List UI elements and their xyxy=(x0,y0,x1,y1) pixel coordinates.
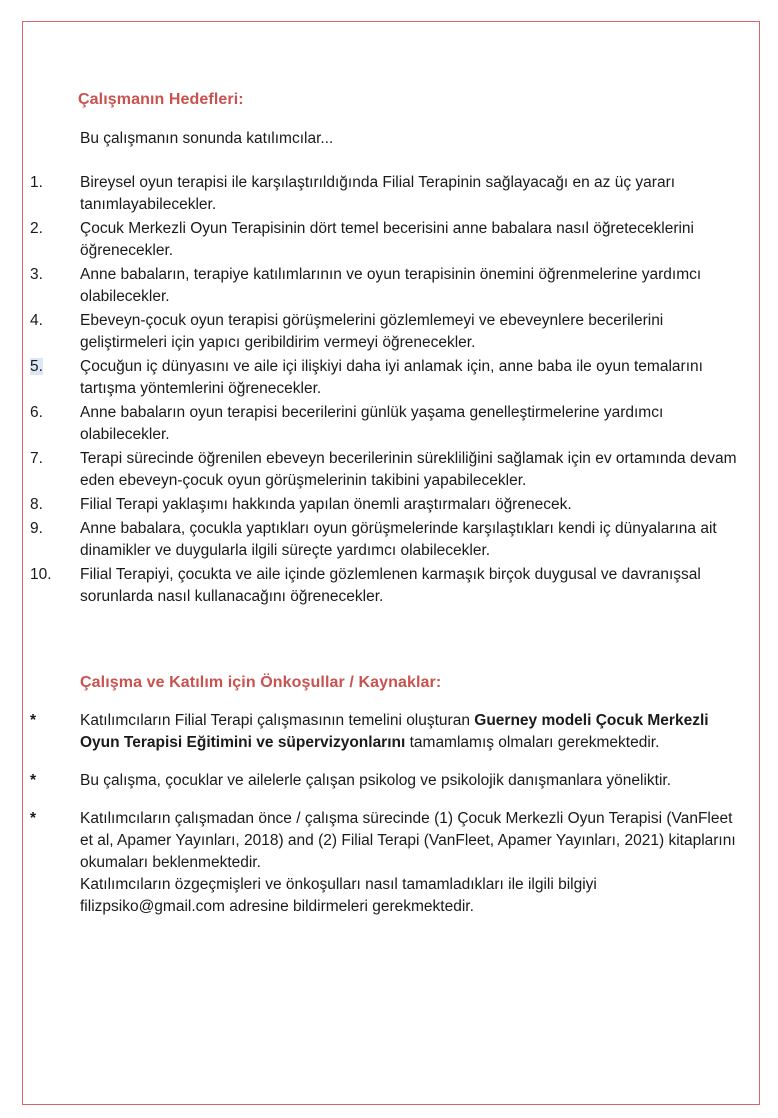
list-item xyxy=(28,770,738,792)
bullet-text xyxy=(80,808,738,918)
item-number: 4. xyxy=(30,312,43,329)
item-number: 6. xyxy=(30,404,43,421)
list-item xyxy=(28,310,738,354)
list-item xyxy=(28,710,738,754)
contact-requirement: Katılımcıların özgeçmişleri ve önkoşulları nasıl tamamladıkları ile ilgili bilgiyi filizpsiko@gmail.com adresine bildirmeleri gerekmektedir. xyxy=(80,876,597,915)
list-item xyxy=(28,518,738,562)
bullet-star-icon: * xyxy=(30,772,37,789)
item-text: Anne babaların, terapiye katılımlarının ve oyun terapisinin önemini öğrenmelerine yardımcı olabilecekler. xyxy=(80,266,702,305)
item-text: Bireysel oyun terapisi ile karşılaştırıldığında Filial Terapinin sağlayacağı en az üç yararı tanımlayabilecekler. xyxy=(80,174,676,213)
item-text: Çocuk Merkezli Oyun Terapisinin dört temel becerisini anne babalara nasıl öğreteceklerini öğrenecekler. xyxy=(80,220,694,259)
bold-text: Guerney modeli Çocuk Merkezli Oyun Terapisi Eğitimini ve süpervizyonlarını xyxy=(80,712,709,751)
item-text: Ebeveyn-çocuk oyun terapisi görüşmelerini gözlemlemeyi ve ebeveynlere becerilerini geliştirmeleri için yapıcı geribildirim vermeyi öğrenecekler. xyxy=(80,312,664,351)
item-number: 3. xyxy=(30,266,43,283)
prerequisites-heading: Çalışma ve Katılım için Önkoşullar / Kaynaklar: xyxy=(80,674,442,691)
objectives-heading: Çalışmanın Hedefleri: xyxy=(78,91,244,108)
item-number-selected: 5. xyxy=(30,358,43,375)
list-item xyxy=(28,172,738,216)
list-item xyxy=(28,494,738,516)
bullet-star-icon: * xyxy=(30,810,37,827)
item-text: Çocuğun iç dünyasını ve aile içi ilişkiyi daha iyi anlamak için, anne baba ile oyun temalarını tartışma yöntemlerini öğrenecekler. xyxy=(80,358,703,397)
list-item xyxy=(28,218,738,262)
item-number: 10. xyxy=(30,566,52,583)
bullet-text: Katılımcıların Filial Terapi çalışmasının temelini oluşturan Guerney modeli Çocuk Merkezli Oyun Terapisi Eğitimini ve süpervizyonlarını tamamlamış olmaları gerekmektedir. xyxy=(80,712,709,751)
list-item xyxy=(28,564,738,608)
item-number: 7. xyxy=(30,450,43,467)
bullet-text: Bu çalışma, çocuklar ve ailelerle çalışan psikolog ve psikolojik danışmanlara yöneliktir. xyxy=(80,772,671,789)
list-item xyxy=(28,448,738,492)
item-number: 9. xyxy=(30,520,43,537)
item-text: Anne babaların oyun terapisi becerilerini günlük yaşama genelleştirmelerine yardımcı olabilecekler. xyxy=(80,404,664,443)
list-item xyxy=(28,402,738,446)
prerequisites-list xyxy=(28,710,738,934)
item-number: 1. xyxy=(30,174,43,191)
item-number: 2. xyxy=(30,220,43,237)
objectives-list xyxy=(28,172,738,610)
item-text: Terapi sürecinde öğrenilen ebeveyn becerilerinin sürekliliğini sağlamak için ev ortamında devam eden ebeveyn-çocuk oyun görüşmelerinin takibini yapabilecekler. xyxy=(80,450,737,489)
item-text: Anne babalara, çocukla yaptıkları oyun görüşmelerinde karşılaştıkları kendi iç dünyalarına ait dinamikler ve duygularla ilgili süreçte yardımcı olabilecekler. xyxy=(80,520,717,559)
list-item xyxy=(28,356,738,400)
item-number: 8. xyxy=(30,496,43,513)
list-item xyxy=(28,264,738,308)
bullet-star-icon: * xyxy=(30,712,37,729)
item-text: Filial Terapiyi, çocukta ve aile içinde gözlemlenen karmaşık birçok duygusal ve davranışsal sorunlarda nasıl kullanacağını öğrenecekler. xyxy=(80,566,701,605)
objectives-intro: Bu çalışmanın sonunda katılımcılar... xyxy=(80,130,334,147)
list-item xyxy=(28,808,738,918)
reading-requirement: Katılımcıların çalışmadan önce / çalışma sürecinde (1) Çocuk Merkezli Oyun Terapisi (VanFleet et al, Apamer Yayınları, 2018) and (2) Filial Terapi (VanFleet, Apamer Yayınları, 2021) kitaplarını okumaları beklenmektedir. xyxy=(80,810,736,871)
item-text: Filial Terapi yaklaşımı hakkında yapılan önemli araştırmaları öğrenecek. xyxy=(80,496,572,513)
